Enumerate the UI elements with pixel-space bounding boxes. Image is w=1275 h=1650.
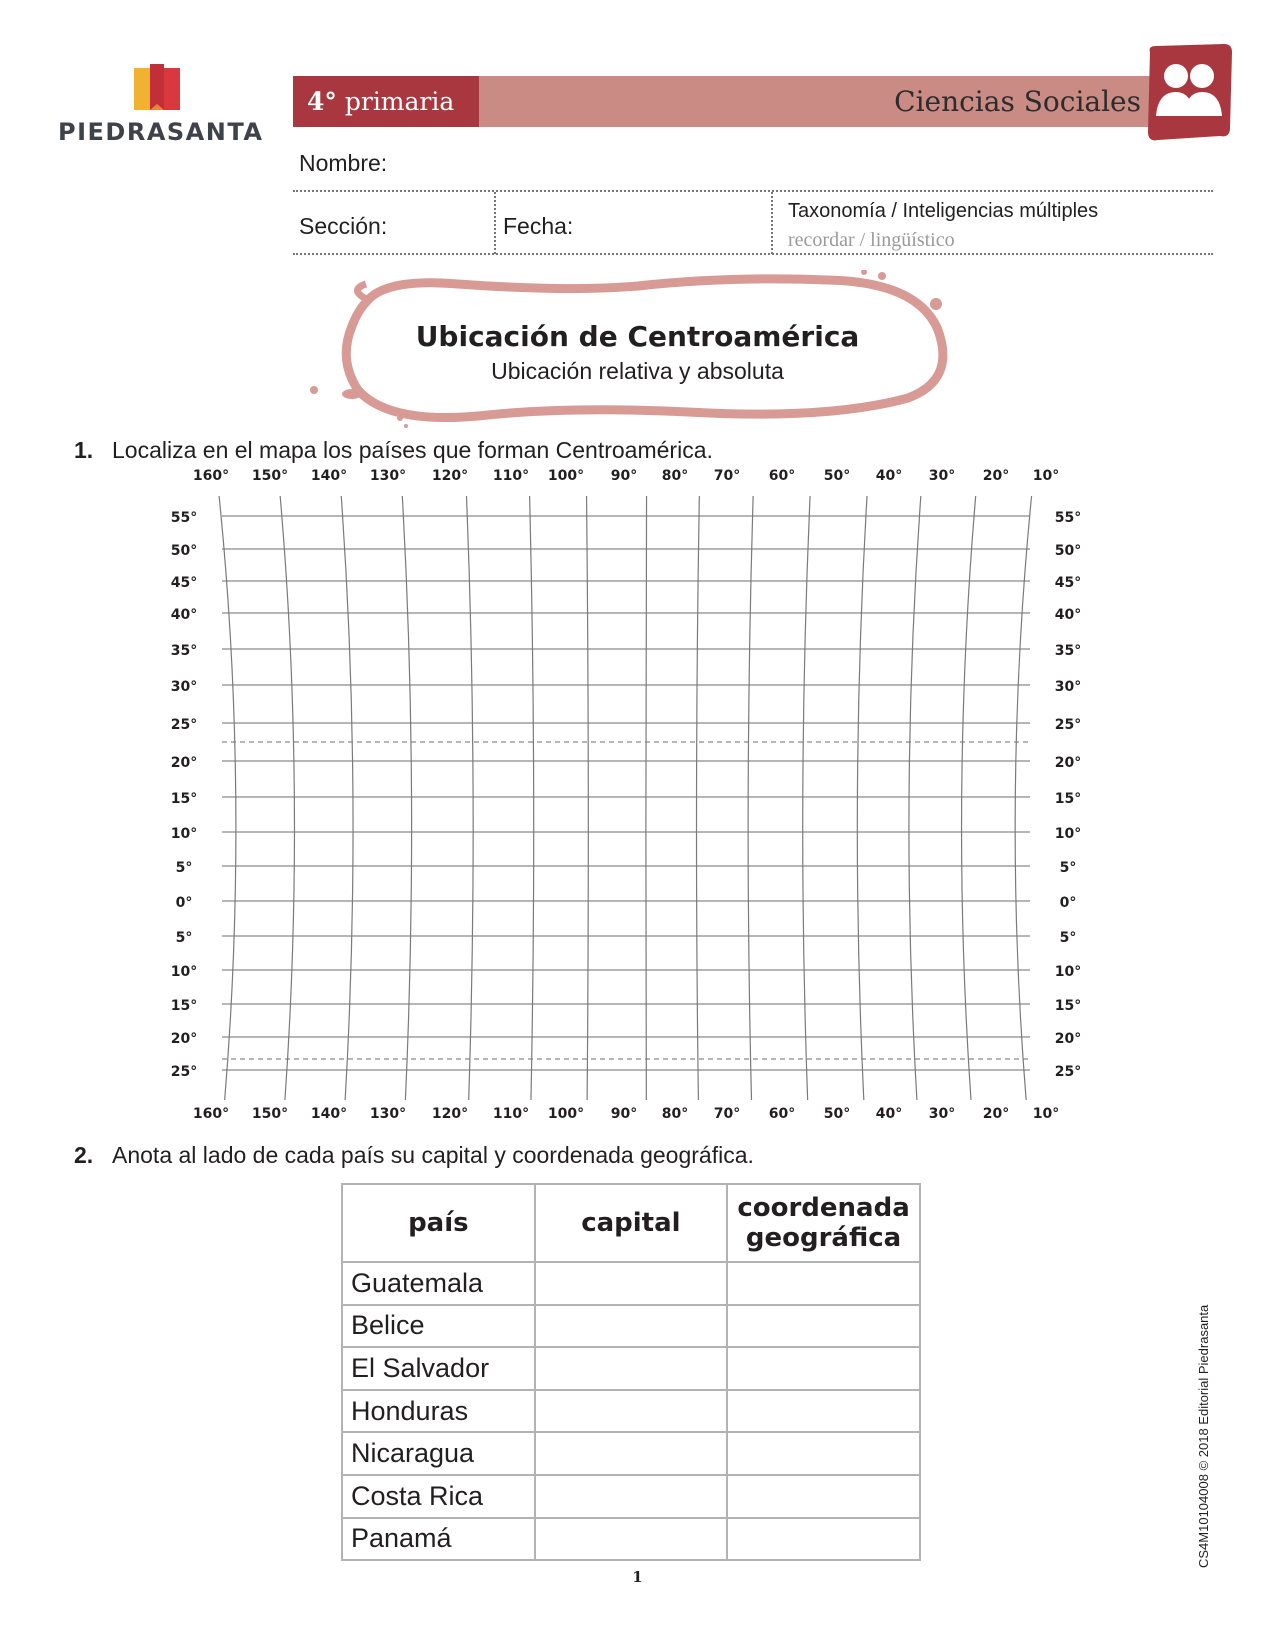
table-row: [342, 1475, 920, 1518]
section-label: Sección:: [299, 213, 388, 239]
latitude-label-left: 10°: [170, 826, 198, 842]
longitude-label-bottom: 160°: [192, 1106, 230, 1120]
grade-label: [293, 76, 479, 127]
meridian-line: [962, 496, 976, 1100]
meridian-line: [530, 496, 534, 1100]
people-icon: [1144, 44, 1232, 142]
brand-name: PIEDRASANTA: [58, 118, 264, 146]
coordinate-grid: [0, 460, 1275, 1120]
meridian-line: [697, 496, 700, 1100]
publisher-logo: [58, 62, 264, 152]
copyright-notice: CS4M10104008 © 2018 Editorial Piedrasanta: [1196, 1304, 1211, 1568]
date-divider: [771, 192, 773, 254]
longitude-label-top: 110°: [492, 468, 530, 484]
name-label: Nombre:: [299, 150, 388, 176]
longitude-label-top: 130°: [369, 468, 407, 484]
taxonomy-value: recordar / lingüístico: [788, 229, 955, 251]
country-cell: Costa Rica: [342, 1475, 535, 1518]
table-row: [342, 1305, 920, 1348]
longitude-label-bottom: 30°: [928, 1106, 956, 1120]
subject-title: Ciencias Sociales: [894, 85, 1141, 118]
country-cell: El Salvador: [342, 1347, 535, 1390]
header-capital: capital: [535, 1184, 727, 1262]
latitude-label-left: 55°: [170, 510, 198, 526]
meridian-line: [857, 496, 867, 1100]
coordinate-cell[interactable]: [727, 1305, 920, 1348]
latitude-label-right: 35°: [1054, 643, 1082, 659]
coordinate-cell[interactable]: [727, 1475, 920, 1518]
table-row: [342, 1432, 920, 1475]
latitude-label-right: 25°: [1054, 717, 1082, 733]
taxonomy-title: Taxonomía / Inteligencias múltiples: [788, 200, 1099, 222]
latitude-label-right: 50°: [1054, 543, 1082, 559]
section-divider: [494, 192, 496, 254]
longitude-label-bottom: 80°: [661, 1106, 689, 1120]
country-cell: Panamá: [342, 1518, 535, 1561]
meridian-line: [1015, 496, 1031, 1100]
capital-cell[interactable]: [535, 1305, 727, 1348]
latitude-label-left: 20°: [170, 1031, 198, 1047]
longitude-label-top: 10°: [1032, 468, 1060, 484]
date-label: Fecha:: [503, 213, 574, 239]
meridian-line: [341, 496, 353, 1100]
meridian-line: [402, 496, 411, 1100]
latitude-label-right: 15°: [1054, 791, 1082, 807]
table-row: [342, 1518, 920, 1561]
longitude-label-top: 140°: [310, 468, 348, 484]
latitude-label-left: 15°: [170, 998, 198, 1014]
longitude-label-bottom: 60°: [768, 1106, 796, 1120]
coordinate-cell[interactable]: [727, 1347, 920, 1390]
country-cell: Belice: [342, 1305, 535, 1348]
capital-cell[interactable]: [535, 1390, 727, 1433]
latitude-label-left: 0°: [175, 895, 193, 911]
question-2-text: Anota al lado de cada país su capital y coordenada geográfica.: [112, 1142, 754, 1168]
longitude-label-top: 90°: [610, 468, 638, 484]
capital-cell[interactable]: [535, 1262, 727, 1305]
latitude-label-right: 20°: [1054, 1031, 1082, 1047]
name-divider: [293, 190, 1213, 192]
latitude-label-right: 5°: [1059, 860, 1077, 876]
longitude-label-bottom: 90°: [610, 1106, 638, 1120]
question-2-number: 2.: [74, 1142, 94, 1168]
header-country: país: [342, 1184, 535, 1262]
latitude-label-left: 45°: [170, 575, 198, 591]
longitude-label-bottom: 20°: [982, 1106, 1010, 1120]
meridian-line: [803, 496, 810, 1100]
grade-text: primaria: [344, 87, 455, 116]
table-row: [342, 1347, 920, 1390]
country-cell: Honduras: [342, 1390, 535, 1433]
country-cell: Guatemala: [342, 1262, 535, 1305]
capital-cell[interactable]: [535, 1518, 727, 1561]
book-logo-icon: [132, 62, 184, 112]
question-2: [74, 1142, 754, 1169]
longitude-label-bottom: 130°: [369, 1106, 407, 1120]
latitude-label-right: 0°: [1059, 895, 1077, 911]
latitude-label-left: 50°: [170, 543, 198, 559]
longitude-label-top: 40°: [875, 468, 903, 484]
longitude-label-bottom: 100°: [547, 1106, 585, 1120]
latitude-label-left: 25°: [170, 717, 198, 733]
coordinate-cell[interactable]: [727, 1518, 920, 1561]
meridian-line: [219, 496, 236, 1100]
latitude-label-right: 40°: [1054, 607, 1082, 623]
latitude-label-right: 25°: [1054, 1064, 1082, 1080]
country-cell: Nicaragua: [342, 1432, 535, 1475]
longitude-label-top: 60°: [768, 468, 796, 484]
meridian-line: [748, 496, 753, 1100]
question-1-text: Localiza en el mapa los países que forman Centroamérica.: [112, 437, 713, 463]
longitude-label-bottom: 120°: [431, 1106, 469, 1120]
worksheet-subtitle: Ubicación relativa y absoluta: [491, 358, 784, 384]
longitude-label-top: 50°: [823, 468, 851, 484]
countries-table: [341, 1183, 921, 1561]
table-row: [342, 1262, 920, 1305]
longitude-label-bottom: 150°: [251, 1106, 289, 1120]
latitude-label-right: 5°: [1059, 930, 1077, 946]
meridian-line: [587, 496, 589, 1100]
longitude-label-top: 80°: [661, 468, 689, 484]
question-1-number: 1.: [74, 437, 94, 463]
page-number: 1: [632, 1568, 643, 1586]
header-coordinate: coordenada geográfica: [727, 1184, 920, 1262]
longitude-label-top: 150°: [251, 468, 289, 484]
latitude-label-left: 40°: [170, 607, 198, 623]
meridian-line: [646, 496, 647, 1100]
latitude-label-left: 30°: [170, 679, 198, 695]
capital-cell[interactable]: [535, 1432, 727, 1475]
table-header-row: [342, 1184, 920, 1262]
longitude-label-top: 30°: [928, 468, 956, 484]
latitude-label-right: 10°: [1054, 964, 1082, 980]
longitude-label-bottom: 40°: [875, 1106, 903, 1120]
meridian-line: [280, 496, 294, 1100]
capital-cell[interactable]: [535, 1475, 727, 1518]
latitude-label-left: 35°: [170, 643, 198, 659]
longitude-label-bottom: 50°: [823, 1106, 851, 1120]
longitude-label-bottom: 70°: [713, 1106, 741, 1120]
header-bar: [293, 76, 1183, 127]
longitude-label-top: 70°: [713, 468, 741, 484]
meridian-line: [466, 496, 473, 1100]
latitude-label-left: 10°: [170, 964, 198, 980]
longitude-label-bottom: 10°: [1032, 1106, 1060, 1120]
capital-cell[interactable]: [535, 1347, 727, 1390]
table-row: [342, 1390, 920, 1433]
longitude-label-top: 120°: [431, 468, 469, 484]
worksheet-title: Ubicación de Centroamérica: [415, 320, 860, 353]
latitude-label-left: 20°: [170, 755, 198, 771]
latitude-label-right: 15°: [1054, 998, 1082, 1014]
latitude-label-left: 5°: [175, 860, 193, 876]
form-bottom-divider: [293, 253, 1213, 255]
coordinate-cell[interactable]: [727, 1390, 920, 1433]
latitude-label-right: 55°: [1054, 510, 1082, 526]
coordinate-cell[interactable]: [727, 1432, 920, 1475]
meridian-line: [909, 496, 921, 1100]
latitude-label-left: 15°: [170, 791, 198, 807]
longitude-label-top: 100°: [547, 468, 585, 484]
latitude-label-left: 5°: [175, 930, 193, 946]
latitude-label-left: 25°: [170, 1064, 198, 1080]
longitude-label-top: 20°: [982, 468, 1010, 484]
latitude-label-right: 10°: [1054, 826, 1082, 842]
longitude-label-bottom: 110°: [492, 1106, 530, 1120]
longitude-label-top: 160°: [192, 468, 230, 484]
coordinate-cell[interactable]: [727, 1262, 920, 1305]
latitude-label-right: 30°: [1054, 679, 1082, 695]
latitude-label-right: 45°: [1054, 575, 1082, 591]
longitude-label-bottom: 140°: [310, 1106, 348, 1120]
latitude-label-right: 20°: [1054, 755, 1082, 771]
grade-number: 4°: [307, 87, 337, 116]
